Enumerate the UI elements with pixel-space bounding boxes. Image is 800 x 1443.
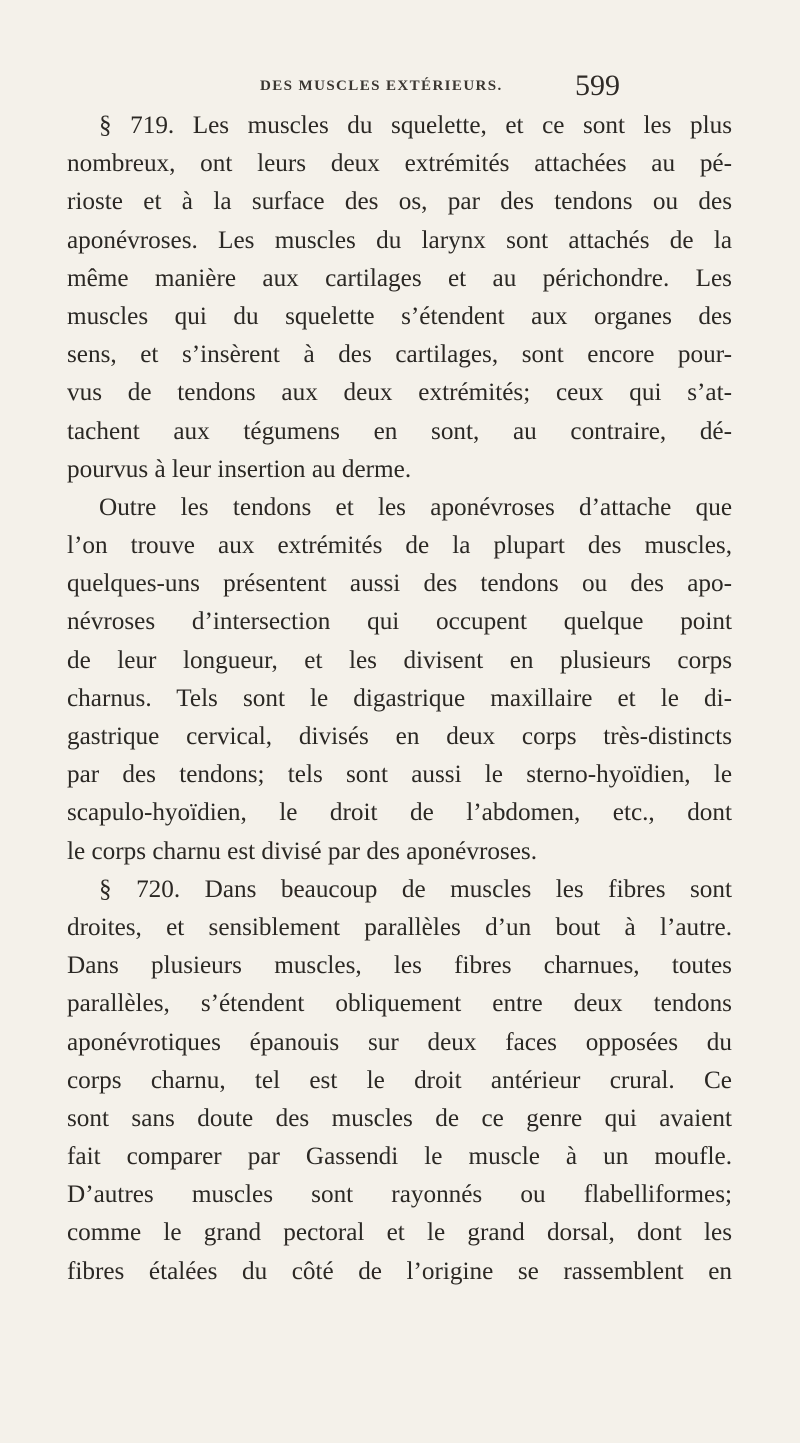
text-line: § 719. Les muscles du squelette, et ce sont les plus	[99, 112, 732, 139]
body-text	[67, 107, 732, 1291]
text-line: aponévrotiques épanouis sur deux faces opposées du	[67, 1028, 732, 1056]
text-line: pourvus à leur insertion au derme.	[67, 455, 412, 483]
text-line: § 720. Dans beaucoup de muscles les fibres sont	[99, 875, 732, 903]
text-line: scapulo-hyoïdien, le droit de l’abdomen, etc., dont	[67, 799, 732, 827]
text-line: Dans plusieurs muscles, les fibres charnues, toutes	[67, 952, 732, 980]
text-line: de leur longueur, et les divisent en plusieurs corps	[67, 646, 732, 674]
text-line: tachent aux tégumens en sont, au contraire, dé-	[67, 417, 732, 445]
text-line: aponévroses. Les muscles du larynx sont attachés de la	[67, 226, 732, 254]
text-line: corps charnu, tel est le droit antérieur crural. Ce	[67, 1066, 732, 1094]
text-line: l’on trouve aux extrémités de la plupart des muscles,	[67, 532, 732, 560]
text-line: D’autres muscles sont rayonnés ou flabelliformes;	[67, 1181, 732, 1209]
text-line: quelques-uns présentent aussi des tendons ou des apo-	[67, 570, 732, 598]
text-line: névroses d’intersection qui occupent quelque point	[67, 608, 732, 636]
text-line: sont sans doute des muscles de ce genre qui avaient	[67, 1104, 732, 1132]
text-line: le corps charnu est divisé par des aponévroses.	[67, 837, 538, 865]
text-line: nombreux, ont leurs deux extrémités attachées au pé-	[67, 150, 732, 178]
text-line: rioste et à la surface des os, par des tendons ou des	[67, 188, 732, 216]
text-line: même manière aux cartilages et au périchondre. Les	[67, 264, 732, 292]
text-line: fait comparer par Gassendi le muscle à un moufle.	[67, 1143, 732, 1171]
running-head: DES MUSCLES EXTÉRIEURS.	[260, 78, 503, 94]
text-line: par des tendons; tels sont aussi le sterno-hyoïdien, le	[67, 761, 732, 789]
text-line: parallèles, s’étendent obliquement entre deux tendons	[67, 990, 732, 1018]
text-line: droites, et sensiblement parallèles d’un bout à l’autre.	[67, 913, 732, 941]
text-line: Outre les tendons et les aponévroses d’attache que	[99, 493, 732, 521]
text-line: comme le grand pectoral et le grand dorsal, dont les	[67, 1219, 732, 1247]
text-line: fibres étalées du côté de l’origine se rassemblent en	[67, 1257, 732, 1285]
text-line: sens, et s’insèrent à des cartilages, sont encore pour-	[67, 341, 732, 369]
text-line: vus de tendons aux deux extrémités; ceux qui s’at-	[67, 379, 732, 407]
text-line: gastrique cervical, divisés en deux corps très-distincts	[67, 723, 732, 750]
text-line: muscles qui du squelette s’étendent aux organes des	[67, 302, 732, 330]
text-line: charnus. Tels sont le digastrique maxillaire et le di-	[67, 684, 732, 712]
page-number: 599	[575, 69, 620, 102]
